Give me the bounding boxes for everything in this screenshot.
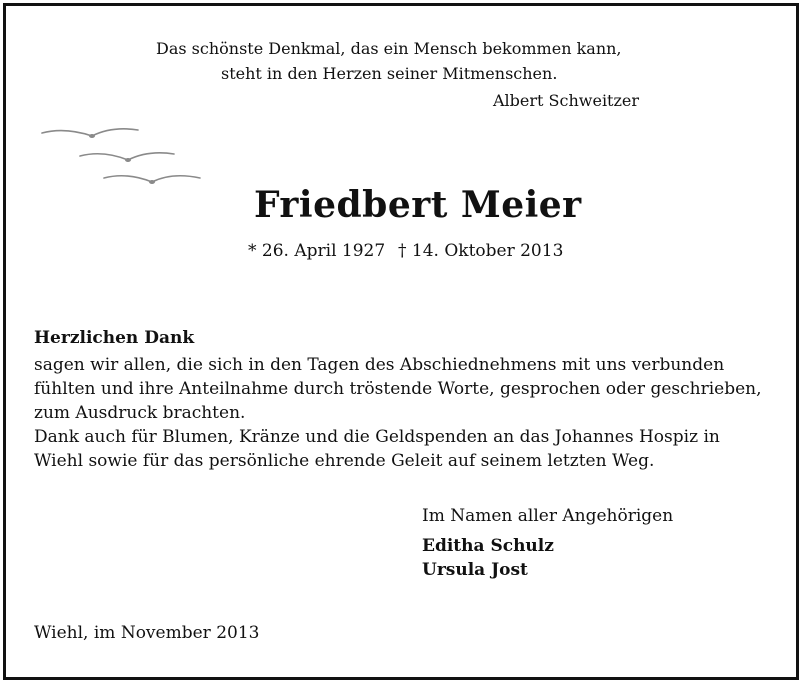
quote-line-2: steht in den Herzen seiner Mitmenschen.: [221, 64, 558, 83]
thanks-line: sagen wir allen, die sich in den Tagen des Abschiednehmens mit uns verbunden: [34, 355, 725, 375]
thanks-heading: Herzlichen Dank: [34, 328, 195, 348]
death-date: † 14. Oktober 2013: [398, 241, 564, 261]
thanks-line: Dank auch für Blumen, Kränze und die Geldspenden an das Johannes Hospiz in: [34, 427, 720, 447]
signature-intro: Im Namen aller Angehörigen: [422, 506, 674, 526]
thanks-line: Wiehl sowie für das persönliche ehrende Geleit auf seinem letzten Weg.: [34, 451, 655, 471]
quote-author: Albert Schweitzer: [493, 91, 640, 110]
place-date: Wiehl, im November 2013: [34, 623, 260, 643]
seagulls-icon: [40, 124, 210, 199]
quote-line-1: Das schönste Denkmal, das ein Mensch bekommen kann,: [156, 39, 622, 58]
deceased-name: Friedbert Meier: [254, 184, 582, 226]
thanks-line: zum Ausdruck brachten.: [34, 403, 246, 423]
thanks-line: fühlten und ihre Anteilnahme durch tröstende Worte, gesprochen oder geschrieben,: [34, 379, 762, 399]
signature-name: Ursula Jost: [422, 560, 528, 580]
birth-date: * 26. April 1927: [248, 241, 386, 261]
signature-name: Editha Schulz: [422, 536, 554, 556]
